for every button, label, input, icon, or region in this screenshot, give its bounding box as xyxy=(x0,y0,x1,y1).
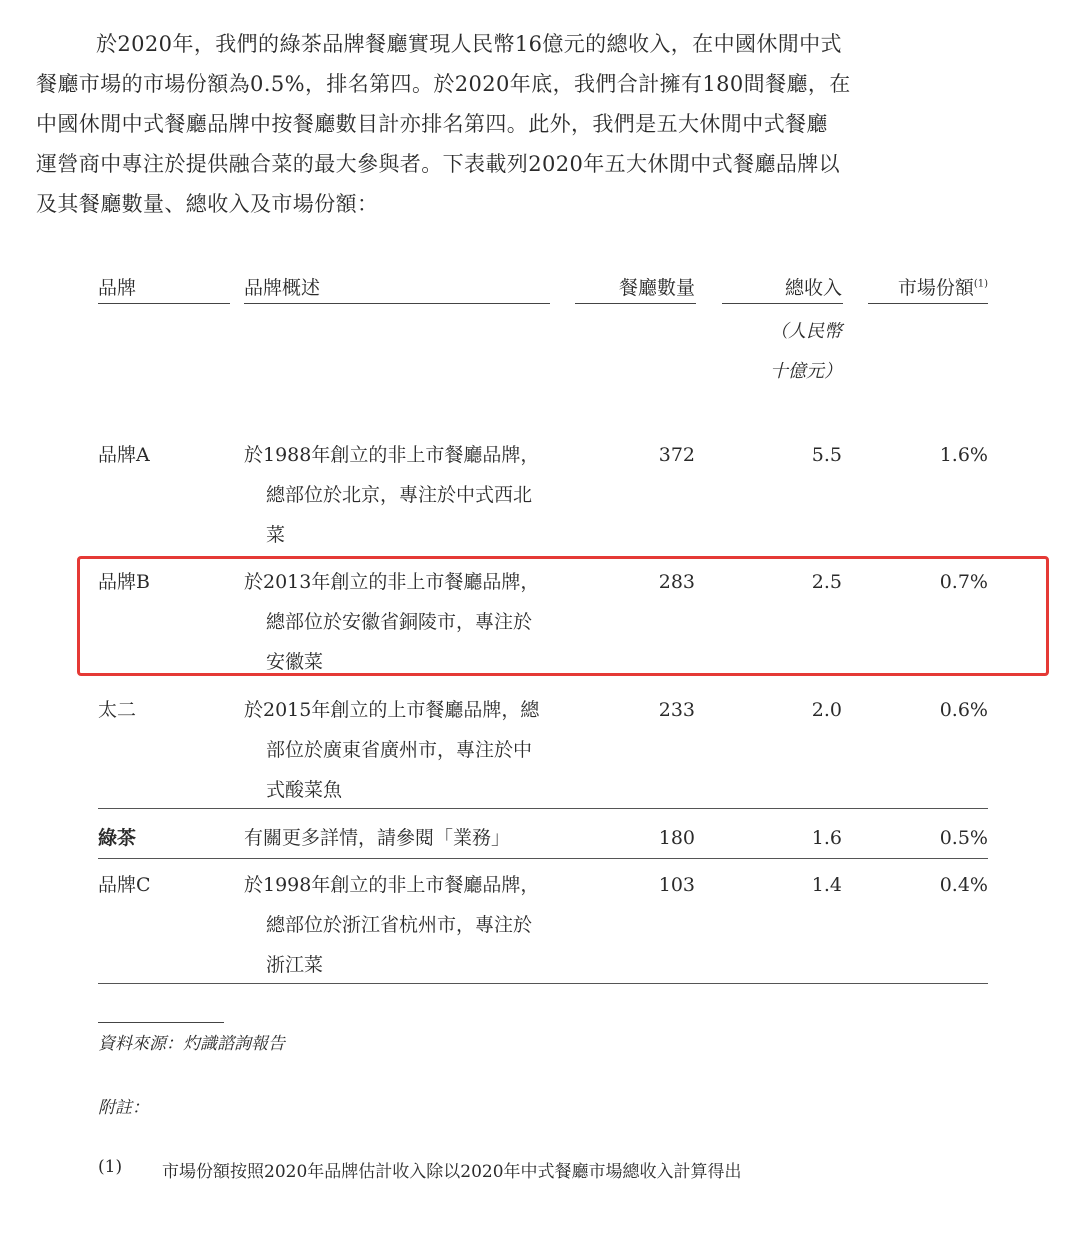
intro-paragraph xyxy=(36,24,996,224)
row-divider xyxy=(98,808,988,809)
intro-line: 及其餐廳數量、總收入及市場份額： xyxy=(36,192,379,216)
header-restaurant-count: 餐廳數量 xyxy=(618,277,695,299)
revenue-unit: （人民幣 十億元） xyxy=(770,321,842,382)
intro-line: 中國休閒中式餐廳品牌中按餐廳數目計亦排名第四。此外，我們是五大休閒中式餐廳 xyxy=(36,112,828,136)
source-rule xyxy=(98,1022,224,1023)
header-underline xyxy=(98,303,230,304)
header-revenue: 總收入 xyxy=(784,277,842,299)
footnote-number: (1) xyxy=(98,1157,123,1177)
header-brand: 品牌 xyxy=(98,277,137,299)
market-share: 0.6% xyxy=(939,699,988,721)
market-share: 0.7% xyxy=(939,571,988,593)
total-revenue: 1.4 xyxy=(811,874,842,896)
restaurant-count: 103 xyxy=(658,874,695,896)
header-market-share: 市場份額$^{(1)}$ xyxy=(897,277,988,299)
header-underline xyxy=(575,303,696,304)
header-underline xyxy=(868,303,988,304)
total-revenue: 5.5 xyxy=(811,444,842,466)
market-share: 0.5% xyxy=(939,827,988,849)
total-revenue: 2.5 xyxy=(811,571,842,593)
restaurant-count: 180 xyxy=(658,827,695,849)
brand-description: 於2015年創立的上市餐廳品牌，總 部位於廣東省廣州市，專注於中 式酸菜魚 xyxy=(244,699,540,801)
brand-name: 品牌A xyxy=(98,444,150,466)
brand-description: 於1998年創立的非上市餐廳品牌， 總部位於浙江省杭州市，專注於 浙江菜 xyxy=(244,874,540,976)
brand-name: 品牌C xyxy=(98,874,151,896)
market-share: 1.6% xyxy=(939,444,988,466)
notes-label: 附註： xyxy=(98,1098,149,1118)
header-description: 品牌概述 xyxy=(244,277,321,299)
brand-name: 太二 xyxy=(98,699,137,721)
brand-name: 品牌B xyxy=(98,571,150,593)
table-bottom-rule xyxy=(98,983,988,984)
restaurant-count: 372 xyxy=(658,444,695,466)
total-revenue: 1.6 xyxy=(811,827,842,849)
market-share: 0.4% xyxy=(939,874,988,896)
source-note: 資料來源：灼識諮詢報告 xyxy=(98,1034,285,1054)
footnote-text: 市場份額按照2020年品牌估計收入除以2020年中式餐廳市場總收入計算得出 xyxy=(162,1162,742,1182)
restaurant-count: 233 xyxy=(658,699,695,721)
total-revenue: 2.0 xyxy=(811,699,842,721)
intro-line: 於2020年，我們的綠茶品牌餐廳實現人民幣16億元的總收入，在中國休閒中式 xyxy=(96,32,842,56)
highlight-box xyxy=(77,556,1049,676)
brand-name: 綠茶 xyxy=(98,827,137,849)
header-underline xyxy=(244,303,550,304)
footnote-marker: (1) xyxy=(973,278,988,290)
intro-line: 運營商中專注於提供融合菜的最大參與者。下表載列2020年五大休閒中式餐廳品牌以 xyxy=(36,152,841,176)
row-divider xyxy=(98,858,988,859)
brand-description: 於2013年創立的非上市餐廳品牌， 總部位於安徽省銅陵市，專注於 安徽菜 xyxy=(244,571,540,673)
brand-description: 有關更多詳情，請參閱「業務」 xyxy=(244,827,511,849)
brand-description: 於1988年創立的非上市餐廳品牌， 總部位於北京，專注於中式西北 菜 xyxy=(244,444,540,546)
restaurant-count: 283 xyxy=(658,571,695,593)
header-underline xyxy=(722,303,843,304)
intro-line: 餐廳市場的市場份額為0.5%，排名第四。於2020年底，我們合計擁有180間餐廳，在 xyxy=(36,72,851,96)
